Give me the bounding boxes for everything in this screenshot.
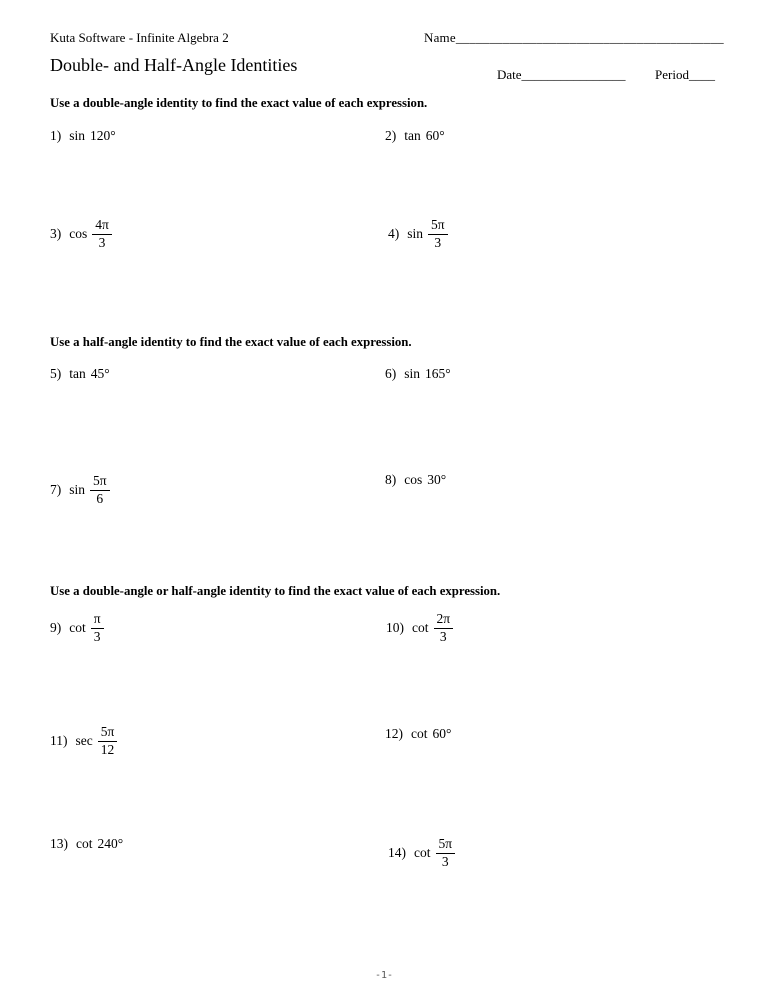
fraction-numerator: 4π [95, 217, 109, 232]
trig-function-label: cos [69, 226, 88, 242]
trig-function-label: cot [69, 620, 86, 636]
fraction-numerator: 2π [436, 611, 451, 626]
trig-function-label: cot [412, 620, 429, 636]
problem [385, 366, 451, 382]
page-title: Double- and Half-Angle Identities [50, 55, 298, 75]
problem [385, 472, 446, 488]
trig-function-label: sin [407, 226, 424, 242]
angle-value: 120° [90, 128, 116, 143]
period-field-label: Period____ [655, 67, 715, 82]
trig-function-label: sin [404, 366, 421, 381]
fraction-denominator: 3 [436, 853, 456, 870]
problem-number: 8) [385, 472, 397, 487]
trig-function-label: tan [69, 366, 86, 381]
software-title: Kuta Software - Infinite Algebra 2 [50, 30, 229, 45]
trig-function-label: cot [76, 836, 93, 851]
fraction-numerator: 5π [438, 836, 453, 851]
fraction [92, 218, 112, 251]
problem [50, 725, 117, 758]
angle-value: 240° [97, 836, 124, 851]
fraction-denominator: 12 [98, 741, 118, 758]
problem-number: 2) [385, 128, 397, 143]
problem [50, 128, 116, 144]
problem [50, 612, 104, 645]
angle-value: 60° [425, 128, 445, 143]
fraction [428, 218, 448, 251]
problem-number: 5) [50, 366, 62, 381]
angle-value: 60° [432, 726, 452, 741]
problem-number: 10) [386, 620, 404, 636]
fraction [91, 612, 104, 645]
fraction [434, 612, 454, 645]
angle-value: 45° [90, 366, 110, 381]
angle-value: 30° [427, 472, 447, 487]
fraction-numerator: π [93, 611, 101, 626]
fraction [436, 837, 456, 870]
fraction-numerator: 5π [431, 217, 445, 232]
problem-number: 7) [50, 482, 62, 498]
problem [50, 474, 110, 507]
problem-number: 1) [50, 128, 62, 143]
fraction-numerator: 5π [100, 724, 115, 739]
problem-number: 6) [385, 366, 397, 381]
problem-number: 12) [385, 726, 403, 741]
problem [388, 837, 455, 870]
problem [388, 218, 448, 251]
trig-function-label: sec [75, 733, 93, 749]
section-instruction: Use a double-angle identity to find the exact value of each expression. [50, 96, 428, 110]
fraction-denominator: 6 [90, 490, 110, 507]
problem [386, 612, 453, 645]
trig-function-label: sin [69, 128, 86, 143]
fraction-denominator: 3 [428, 234, 448, 251]
trig-function-label: cot [414, 845, 431, 861]
page-number: -1- [374, 970, 394, 981]
trig-function-label: cos [404, 472, 423, 487]
problem [50, 218, 112, 251]
problem [50, 836, 123, 852]
fraction-numerator: 5π [93, 473, 107, 488]
section-instruction: Use a double-angle or half-angle identity to find the exact value of each expression. [50, 584, 501, 598]
problem-number: 14) [388, 845, 406, 861]
problem [385, 128, 445, 144]
problem-number: 4) [388, 226, 400, 242]
problem-number: 9) [50, 620, 62, 636]
fraction-denominator: 3 [434, 628, 454, 645]
fraction [90, 474, 110, 507]
section-instruction: Use a half-angle identity to find the exact value of each expression. [50, 335, 412, 349]
angle-value: 165° [425, 366, 451, 381]
trig-function-label: cot [411, 726, 428, 741]
problem-number: 11) [50, 733, 68, 749]
fraction-denominator: 3 [92, 234, 112, 251]
problem-number: 13) [50, 836, 68, 851]
problem [50, 366, 110, 382]
trig-function-label: tan [404, 128, 421, 143]
problem-number: 3) [50, 226, 62, 242]
name-field-label: Name________________________________________ [424, 30, 724, 45]
fraction [98, 725, 118, 758]
date-field-label: Date________________ [497, 67, 626, 82]
problem [385, 726, 451, 742]
trig-function-label: sin [69, 482, 86, 498]
fraction-denominator: 3 [91, 628, 104, 645]
